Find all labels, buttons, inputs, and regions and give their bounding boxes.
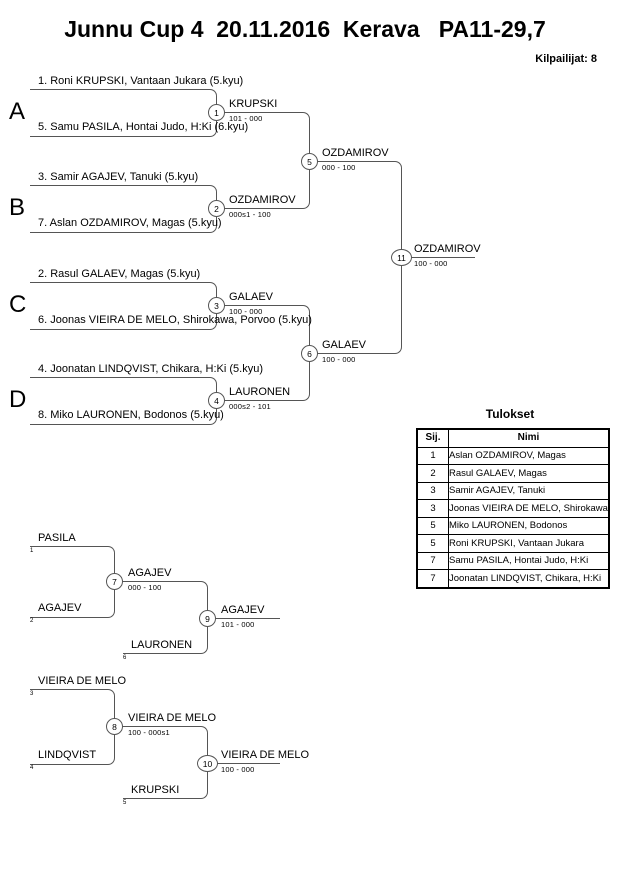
repechage-source-pasila-ref: 1: [30, 548, 34, 554]
result-row: [417, 500, 609, 518]
match-1-score: 101 - 000: [229, 114, 263, 123]
match-3-score: 100 - 000: [229, 307, 263, 316]
match-5-circle: 5: [301, 153, 318, 170]
match-9-score: 101 - 000: [221, 620, 255, 629]
repechage-source-krupski-ref: 5: [123, 800, 127, 806]
match-9-winner-line: [207, 618, 280, 619]
match-8-score: 100 - 000s1: [128, 728, 170, 737]
match-1-circle: 1: [208, 104, 225, 121]
result-name: Aslan OZDAMIROV, Magas: [449, 447, 609, 465]
result-place: 3: [417, 482, 449, 500]
result-name: Samu PASILA, Hontai Judo, H:Ki: [449, 552, 609, 570]
result-name: Miko LAURONEN, Bodonos: [449, 517, 609, 535]
result-place: 1: [417, 447, 449, 465]
results-title: Tulokset: [485, 407, 535, 421]
result-place: 5: [417, 535, 449, 553]
group-label-d: D: [9, 386, 27, 413]
result-name: Joonatan LINDQVIST, Chikara, H:Ki: [449, 570, 609, 588]
result-place: 7: [417, 552, 449, 570]
result-name: Roni KRUPSKI, Vantaan Jukara: [449, 535, 609, 553]
repechage-source-pasila: PASILA: [38, 532, 76, 544]
match-9-circle: 9: [199, 610, 216, 627]
result-name: Rasul GALAEV, Magas: [449, 465, 609, 483]
repechage-source-vieira-de-melo: VIEIRA DE MELO: [38, 675, 127, 687]
match-10-score: 100 - 000: [221, 765, 255, 774]
match-3-winner: GALAEV: [229, 291, 274, 303]
match-6-winner: GALAEV: [322, 339, 367, 351]
page-title: Junnu Cup 4 20.11.2016 Kerava PA11-29,7: [64, 16, 546, 42]
bracket-player-4: 4. Joonatan LINDQVIST, Chikara, H:Ki (5.kyu): [38, 363, 263, 375]
group-label-a: A: [9, 98, 26, 125]
result-place: 7: [417, 570, 449, 588]
result-place: 2: [417, 465, 449, 483]
match-2-score: 000s1 - 100: [229, 210, 271, 219]
match-1-winner: KRUPSKI: [229, 98, 278, 110]
results-table: [416, 428, 610, 589]
results-header-place: Sij.: [417, 429, 449, 447]
bracket-player-1: 1. Roni KRUPSKI, Vantaan Jukara (5.kyu): [38, 75, 244, 87]
match-4-winner: LAURONEN: [229, 386, 291, 398]
match-8-winner: VIEIRA DE MELO: [128, 712, 217, 724]
result-row: [417, 447, 609, 465]
result-name: Samir AGAJEV, Tanuki: [449, 482, 609, 500]
match-2-circle: 2: [208, 200, 225, 217]
repechage-source-krupski: KRUPSKI: [131, 784, 180, 796]
result-row: [417, 517, 609, 535]
match-4-circle: 4: [208, 392, 225, 409]
match-5-winner: OZDAMIROV: [322, 147, 389, 159]
match-4-score: 000s2 - 101: [229, 402, 271, 411]
match-8-circle: 8: [106, 718, 123, 735]
repechage-source-lauronen-ref: 6: [123, 655, 127, 661]
result-row: [417, 535, 609, 553]
result-place: 3: [417, 500, 449, 518]
match-5-score: 000 - 100: [322, 163, 356, 172]
match-11-winner-line: [401, 257, 475, 258]
bracket-player-2: 2. Rasul GALAEV, Magas (5.kyu): [38, 268, 201, 280]
bracket-player-8: 8. Miko LAURONEN, Bodonos (5.kyu): [38, 409, 224, 421]
repechage-source-agajev: AGAJEV: [38, 602, 82, 614]
match-11-winner: OZDAMIROV: [414, 243, 481, 255]
match-3-circle: 3: [208, 297, 225, 314]
match-9-winner: AGAJEV: [221, 604, 265, 616]
match-6-circle: 6: [301, 345, 318, 362]
match-10-circle: 10: [197, 755, 218, 772]
match-7-winner: AGAJEV: [128, 567, 172, 579]
match-11-score: 100 - 000: [414, 259, 448, 268]
match-7-score: 000 - 100: [128, 583, 162, 592]
result-row: [417, 482, 609, 500]
repechage-source-lindqvist-ref: 4: [30, 765, 34, 771]
repechage-source-lauronen: LAURONEN: [131, 639, 193, 651]
bracket-player-6: 6. Joonas VIEIRA DE MELO, Shirokawa, Porvoo (5.kyu): [38, 314, 312, 326]
match-5-winner-line: [309, 161, 402, 258]
result-row: [417, 570, 609, 588]
match-10-winner: VIEIRA DE MELO: [221, 749, 310, 761]
repechage-source-agajev-ref: 2: [30, 618, 34, 624]
repechage-source-vieira-de-melo-ref: 3: [30, 691, 34, 697]
bracket-player-3: 3. Samir AGAJEV, Tanuki (5.kyu): [38, 171, 199, 183]
repechage-source-lindqvist: LINDQVIST: [38, 749, 97, 761]
competitors-count: Kilpailijat: 8: [535, 53, 597, 65]
result-name: Joonas VIEIRA DE MELO, Shirokawa: [449, 500, 609, 518]
results-header-name: Nimi: [449, 429, 609, 447]
bracket-player-5: 5. Samu PASILA, Hontai Judo, H:Ki (6.kyu): [38, 121, 249, 133]
match-2-winner: OZDAMIROV: [229, 194, 296, 206]
result-row: [417, 465, 609, 483]
match-6-score: 100 - 000: [322, 355, 356, 364]
results-header-row: [417, 429, 609, 447]
bracket-player-7: 7. Aslan OZDAMIROV, Magas (5.kyu): [38, 217, 222, 229]
result-row: [417, 552, 609, 570]
match-11-circle: 11: [391, 249, 412, 266]
result-place: 5: [417, 517, 449, 535]
group-label-b: B: [9, 194, 26, 221]
group-label-c: C: [9, 291, 27, 318]
match-7-circle: 7: [106, 573, 123, 590]
